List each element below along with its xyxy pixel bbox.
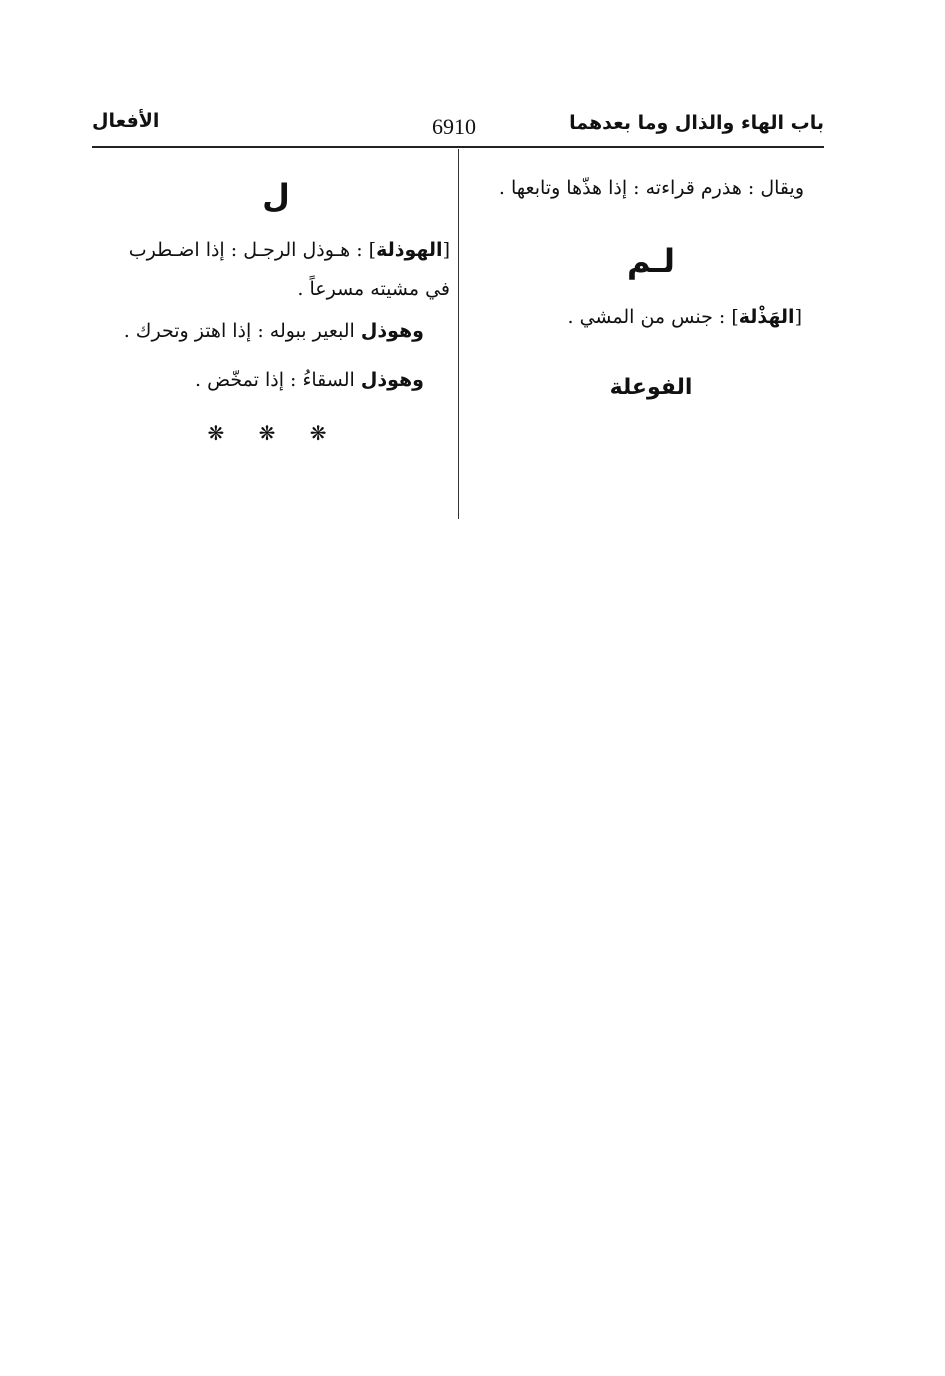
header-chapter-title: باب الهاء والذال وما بعدهما bbox=[569, 112, 824, 134]
text-line bbox=[92, 317, 450, 346]
entry-headword: الهَذْلة bbox=[738, 305, 795, 328]
section-end-stars: ❋ ❋ ❋ bbox=[207, 421, 341, 445]
bracket-open: [ bbox=[442, 239, 450, 261]
column-divider bbox=[458, 149, 459, 519]
header-rule bbox=[92, 146, 824, 148]
page-number: 6910 bbox=[432, 114, 476, 139]
section-letter: ل bbox=[262, 177, 290, 215]
bracket-close: ] bbox=[731, 305, 739, 328]
line-text: البعير ببوله : إذا اهتز وتحرك . bbox=[123, 320, 355, 342]
bracket-open: [ bbox=[794, 305, 802, 328]
bold-word: وهوذل bbox=[360, 320, 424, 342]
bracket-close: ] bbox=[368, 239, 377, 261]
entry-definition: : جنس من المشي . bbox=[567, 305, 726, 328]
entry-headword: الهوذلة bbox=[376, 239, 443, 261]
entry-definition: : هـوذل الرجـل : إذا اضـطرب bbox=[128, 239, 363, 261]
section-heading: الفوعلة bbox=[609, 375, 693, 400]
text-line: ويقال : هذرم قراءته : إذا هذّها وتابعها . bbox=[498, 177, 804, 199]
text-line: في مشيته مسرعاً . bbox=[297, 277, 450, 300]
running-header bbox=[92, 108, 824, 142]
bold-word: وهوذل bbox=[360, 368, 424, 391]
header-section-title: الأفعال bbox=[92, 110, 160, 132]
section-letters: لـم bbox=[626, 241, 676, 280]
dictionary-entry bbox=[468, 303, 804, 332]
right-column bbox=[468, 172, 804, 404]
left-column bbox=[92, 172, 450, 448]
line-text: السقاءُ : إذا تمخّض . bbox=[195, 368, 355, 391]
dictionary-entry bbox=[92, 236, 450, 265]
text-line bbox=[92, 366, 450, 395]
